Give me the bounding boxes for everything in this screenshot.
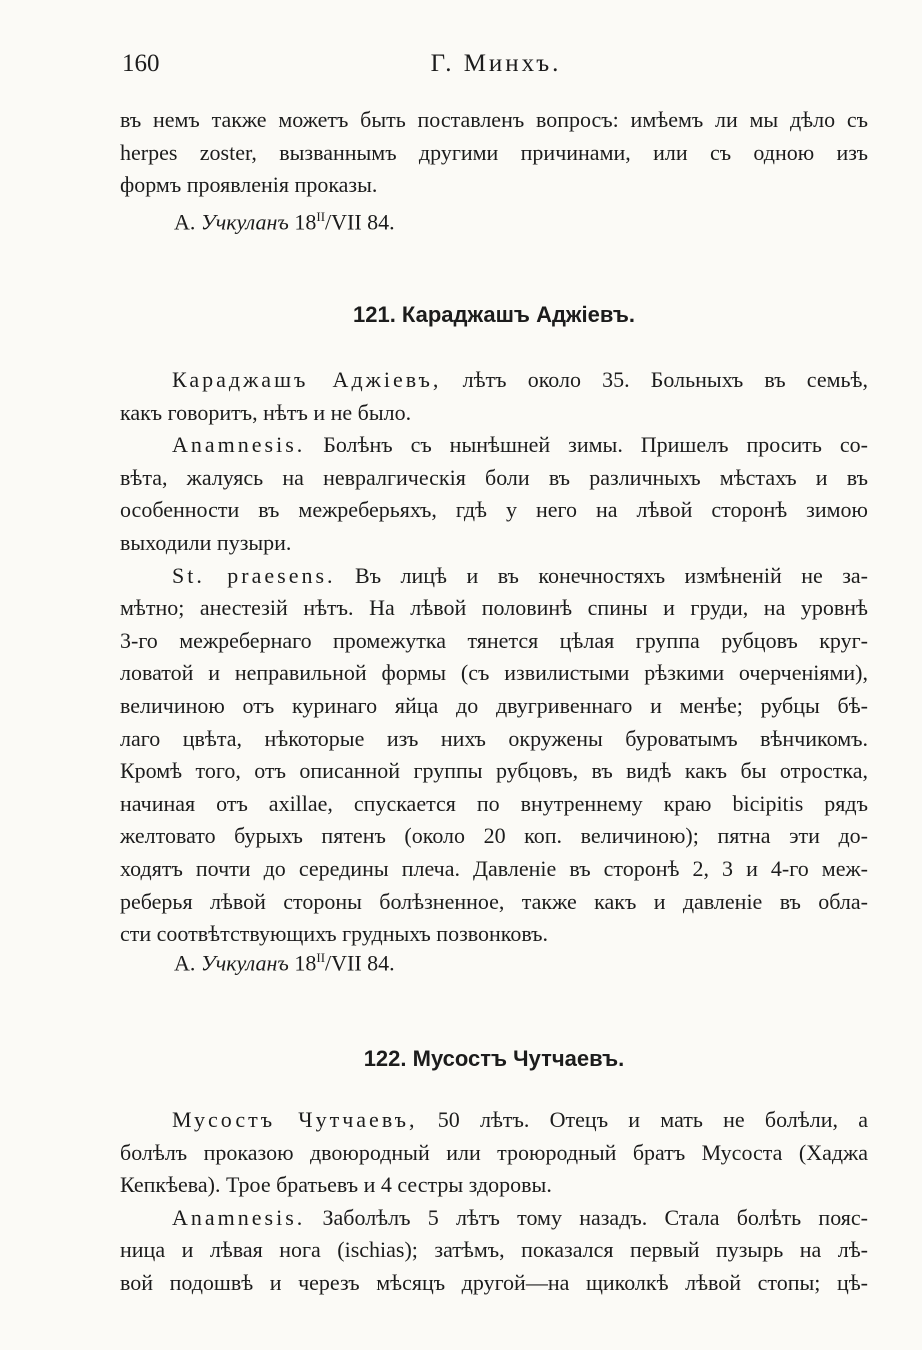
signature-day: 18 [294, 950, 317, 976]
text-line: начиная отъ axillae, спускается по внутреннему краю bicipitis рядъ [120, 790, 868, 816]
text-line: ходятъ почти до середины плеча. Давленіе въ сторонѣ 2, 3 и 4-го меж- [120, 855, 868, 881]
section-label: St. praesens. [172, 562, 336, 588]
signature-initial: А. [174, 209, 196, 235]
text-line [120, 1202, 868, 1235]
text-line: болѣлъ проказою двоюродный или троюродный братъ Мусоста (Хаджа [120, 1139, 868, 1165]
signature-initial: А. [174, 950, 196, 976]
text-line: вой подошвѣ и черезъ мѣсяцъ другой—на щиколкѣ лѣвой стопы; цѣ- [120, 1269, 868, 1295]
text-line: величиною отъ куринаго яйца до двугривеннаго и менѣе; рубцы бѣ- [120, 692, 868, 718]
patient-name: Караджашъ Аджіевъ, [172, 367, 442, 392]
text-line [120, 429, 868, 462]
signature-day: 18 [294, 209, 317, 235]
text-line: желтовато бурыхъ пятенъ (около 20 коп. величиною); пятна эти до- [120, 823, 868, 849]
text-line: какъ говоритъ, нѣтъ и не было. [120, 399, 412, 425]
case-122-heading: 122. Мусостъ Чутчаевъ. [363, 1046, 625, 1071]
section-label: Anamnesis. [172, 432, 306, 458]
case-122-body [120, 1104, 868, 1300]
text-line: реберья лѣвой стороны болѣзненное, также какъ и давленіе въ обла- [120, 888, 868, 914]
section-label: Anamnesis. [172, 1204, 306, 1230]
text-line: лаго цвѣта, нѣкоторые изъ нихъ окружены буроватымъ вѣнчикомъ. [120, 725, 868, 751]
text-line [120, 560, 868, 593]
running-title: Г. Минхъ. [430, 50, 562, 77]
text-run: Въ лицѣ и въ конечностяхъ измѣненій не за- [335, 562, 868, 588]
text-line: выходили пузыри. [120, 529, 292, 555]
text-line: Кепкѣева). Трое братьевъ и 4 сестры здоровы. [120, 1172, 552, 1198]
text-line: формъ проявленія проказы. [120, 172, 378, 198]
intro-paragraph [120, 104, 868, 202]
text-line: Кромѣ того, отъ описанной группы рубцовъ, въ видѣ какъ бы отростка, [120, 758, 868, 784]
text-line: сти соотвѣтствующихъ грудныхъ позвонковъ. [120, 921, 549, 947]
text-line: 3-го межребернаго промежутка тянется цѣлая группа рубцовъ круг- [120, 627, 868, 653]
text-line: мѣтно; анестезій нѣтъ. На лѣвой половинѣ спины и груди, на уровнѣ [120, 595, 868, 621]
text-line: herpes zoster, вызваннымъ другими причинами, или съ одною изъ [120, 139, 868, 165]
signature-sup: II [316, 950, 326, 965]
signature-place-date [174, 950, 395, 976]
page-number: 160 [122, 50, 160, 77]
case-121-heading: 121. Караджашъ Аджіевъ. [352, 302, 635, 327]
text-run: Болѣнъ съ нынѣшней зимы. Пришелъ просить со- [305, 432, 868, 458]
signature-month-year: /VII 84. [325, 950, 395, 976]
text-line: особенности въ межреберьяхъ, гдѣ у него на лѣвой сторонѣ зимою [120, 497, 868, 523]
signature-month-year: /VII 84. [325, 209, 395, 235]
signature-sup: II [316, 209, 326, 224]
text-line: ловатой и неправильной формы (съ извилистыми рѣзкими очерченіями), [120, 660, 868, 686]
signature-place: Учкуланъ [200, 209, 289, 235]
page-header [122, 50, 870, 86]
text-line [120, 1104, 868, 1137]
text-line: въ немъ также можетъ быть поставленъ вопросъ: имѣемъ ли мы дѣло съ [120, 107, 868, 132]
text-line: ница и лѣвая нога (ischias); затѣмъ, показался первый пузырь на лѣ- [120, 1237, 868, 1263]
case-121-body [120, 364, 868, 951]
text-line: вѣта, жалуясь на невралгическія боли въ различныхъ мѣстахъ и въ [120, 464, 868, 490]
text-line [120, 364, 868, 397]
signature-place: Учкуланъ [200, 950, 289, 976]
text-run: лѣтъ около 35. Больныхъ въ семьѣ, [441, 367, 868, 392]
signature-place-date [174, 209, 395, 235]
patient-name: Мусостъ Чутчаевъ, [172, 1107, 418, 1132]
text-run: Заболѣлъ 5 лѣтъ тому назадъ. Стала болѣть пояс- [305, 1204, 868, 1230]
text-run: 50 лѣтъ. Отецъ и мать не болѣли, а [417, 1107, 868, 1132]
